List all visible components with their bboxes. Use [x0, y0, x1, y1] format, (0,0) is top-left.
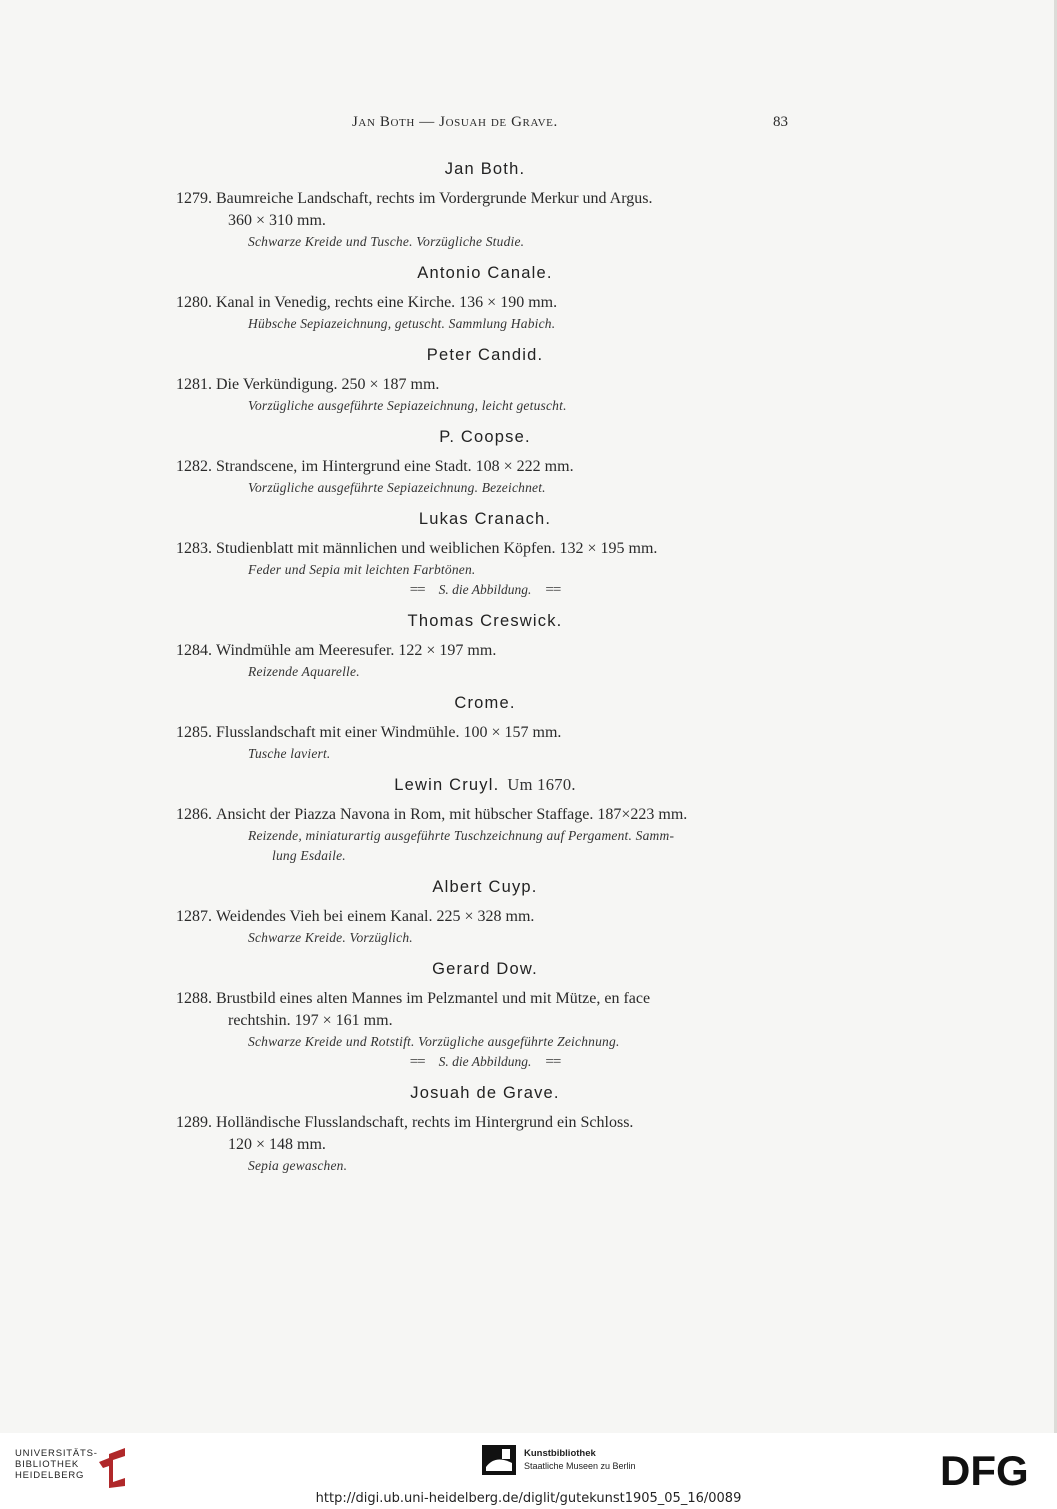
entry-note [176, 826, 794, 866]
entry-note-text: Vorzügliche ausgeführte Sepiazeichnung, leicht getuscht. [248, 398, 567, 413]
page-number: 83 [773, 114, 788, 130]
artist-heading [176, 262, 794, 284]
entry-description [176, 804, 794, 826]
double-rule-right: == [545, 582, 561, 598]
entry-note-text: Schwarze Kreide und Rotstift. Vorzügliche ausgeführte Zeichnung. [248, 1034, 620, 1049]
entry-number: 1284. [176, 642, 212, 659]
kunstbibliothek-text [524, 1447, 636, 1472]
entry-description [176, 538, 794, 560]
artist-name: Thomas Creswick. [407, 612, 563, 630]
artist-name: Jan Both. [444, 160, 526, 178]
entry-text: Kanal in Venedig, rechts eine Kirche. 136 × 190 mm. [216, 294, 558, 311]
artist-name: Albert Cuyp. [432, 878, 538, 896]
catalog-entry [176, 1112, 794, 1176]
catalog-entry [176, 988, 794, 1072]
entry-number: 1289. [176, 1114, 212, 1131]
artist-name: Crome. [454, 694, 516, 712]
ub-line-1: UNIVERSITÄTS- [15, 1448, 98, 1459]
artist-date: Um 1670. [507, 775, 576, 794]
running-title: Jan Both — Josuah de Grave. [352, 114, 558, 130]
entry-note [176, 232, 794, 252]
entry-text-continued: rechtshin. 197 × 161 mm. [228, 1012, 393, 1029]
ub-heidelberg-logo[interactable] [15, 1448, 135, 1492]
entry-note [176, 396, 794, 416]
artist-heading [176, 610, 794, 632]
entry-number: 1286. [176, 806, 212, 823]
entry-note-text: Hübsche Sepiazeichnung, getuscht. Sammlung Habich. [248, 316, 556, 331]
artist-heading [176, 426, 794, 448]
artist-heading [176, 774, 794, 796]
entry-text: Strandscene, im Hintergrund eine Stadt. 108 × 222 mm. [216, 458, 574, 475]
entry-note [176, 478, 794, 498]
entry-description [176, 640, 794, 662]
figure-reference-text: S. die Abbildung. [438, 1054, 532, 1069]
entry-number: 1282. [176, 458, 212, 475]
ub-line-2: BIBLIOTHEK [15, 1459, 79, 1470]
catalog-entry [176, 188, 794, 252]
catalog-content [176, 158, 794, 1186]
ub-line-3: HEIDELBERG [15, 1470, 85, 1481]
artist-name: Lewin Cruyl. [394, 776, 500, 794]
entry-note-text: Tusche laviert. [248, 746, 331, 761]
entry-note-text: Schwarze Kreide und Tusche. Vorzügliche Studie. [248, 234, 525, 249]
entry-description [176, 292, 794, 314]
artist-heading [176, 958, 794, 980]
entry-description [176, 722, 794, 744]
entry-number: 1280. [176, 294, 212, 311]
dfg-logo[interactable] [940, 1449, 1044, 1489]
entry-note-text: Reizende Aquarelle. [248, 664, 360, 679]
artist-heading [176, 344, 794, 366]
artist-heading [176, 158, 794, 180]
entry-description [176, 988, 794, 1032]
entry-note [176, 1032, 794, 1052]
catalog-entry [176, 722, 794, 764]
entry-note [176, 662, 794, 682]
entry-description [176, 906, 794, 928]
dfg-logo-text: DFG [940, 1449, 1029, 1489]
artist-name: Gerard Dow. [432, 960, 538, 978]
catalog-entry [176, 374, 794, 416]
artist-heading [176, 692, 794, 714]
entry-note [176, 314, 794, 334]
entry-description [176, 456, 794, 478]
catalog-entry [176, 804, 794, 866]
entry-note-text: Reizende, miniaturartig ausgeführte Tuschzeichnung auf Pergament. Samm- [248, 828, 675, 843]
artist-name: P. Coopse. [439, 428, 531, 446]
entry-note-text: Vorzügliche ausgeführte Sepiazeichnung. Bezeichnet. [248, 480, 546, 495]
double-rule-right: == [545, 1054, 561, 1070]
entry-number: 1283. [176, 540, 212, 557]
catalog-entry [176, 538, 794, 600]
artist-heading [176, 508, 794, 530]
entry-text: Holländische Flusslandschaft, rechts im Hintergrund ein Schloss. [216, 1114, 634, 1131]
entry-number: 1281. [176, 376, 212, 393]
kb-line-1: Kunstbibliothek [524, 1448, 596, 1459]
entry-text: Die Verkündigung. 250 × 187 mm. [216, 376, 440, 393]
entry-text: Flusslandschaft mit einer Windmühle. 100 × 157 mm. [216, 724, 562, 741]
entry-description [176, 188, 794, 232]
entry-number: 1285. [176, 724, 212, 741]
entry-note-text: Feder und Sepia mit leichten Farbtönen. [248, 562, 476, 577]
entry-text: Ansicht der Piazza Navona in Rom, mit hübscher Staffage. 187×223 mm. [216, 806, 688, 823]
running-head [0, 114, 1057, 134]
artist-heading [176, 876, 794, 898]
figure-reference [176, 1052, 794, 1072]
entry-text-continued: 120 × 148 mm. [228, 1136, 326, 1153]
catalog-entry [176, 906, 794, 948]
entry-number: 1288. [176, 990, 212, 1007]
entry-text: Weidendes Vieh bei einem Kanal. 225 × 328 mm. [216, 908, 535, 925]
entry-text: Baumreiche Landschaft, rechts im Vordergrunde Merkur und Argus. [216, 190, 653, 207]
kunstbibliothek-emblem-icon [482, 1445, 516, 1475]
double-rule-left: == [409, 582, 425, 598]
entry-note [176, 1156, 794, 1176]
artist-name: Josuah de Grave. [410, 1084, 560, 1102]
catalog-entry [176, 456, 794, 498]
entry-note [176, 744, 794, 764]
entry-number: 1279. [176, 190, 212, 207]
entry-text: Studienblatt mit männlichen und weiblichen Köpfen. 132 × 195 mm. [216, 540, 658, 557]
entry-number: 1287. [176, 908, 212, 925]
artist-name: Lukas Cranach. [418, 510, 552, 528]
kunstbibliothek-logo[interactable] [482, 1445, 662, 1479]
artist-name: Antonio Canale. [417, 264, 553, 282]
entry-note [176, 928, 794, 948]
ub-emblem-icon [95, 1448, 131, 1488]
entry-note-continued: lung Esdaile. [272, 848, 346, 863]
artist-heading [176, 1082, 794, 1104]
figure-reference [176, 580, 794, 600]
entry-text: Brustbild eines alten Mannes im Pelzmantel und mit Mütze, en face [216, 990, 651, 1007]
entry-note [176, 560, 794, 580]
kb-line-2: Staatliche Museen zu Berlin [524, 1461, 636, 1471]
entry-text-continued: 360 × 310 mm. [228, 212, 326, 229]
entry-note-text: Sepia gewaschen. [248, 1158, 348, 1173]
artist-name: Peter Candid. [426, 346, 544, 364]
entry-text: Windmühle am Meeresufer. 122 × 197 mm. [216, 642, 497, 659]
catalog-entry [176, 292, 794, 334]
entry-note-text: Schwarze Kreide. Vorzüglich. [248, 930, 413, 945]
entry-description [176, 374, 794, 396]
source-url[interactable]: http://digi.ub.uni-heidelberg.de/diglit/gutekunst1905_05_16/0089 [315, 1491, 742, 1506]
double-rule-left: == [409, 1054, 425, 1070]
figure-reference-text: S. die Abbildung. [438, 582, 532, 597]
ub-logo-text [15, 1448, 98, 1481]
catalog-entry [176, 640, 794, 682]
entry-description [176, 1112, 794, 1156]
